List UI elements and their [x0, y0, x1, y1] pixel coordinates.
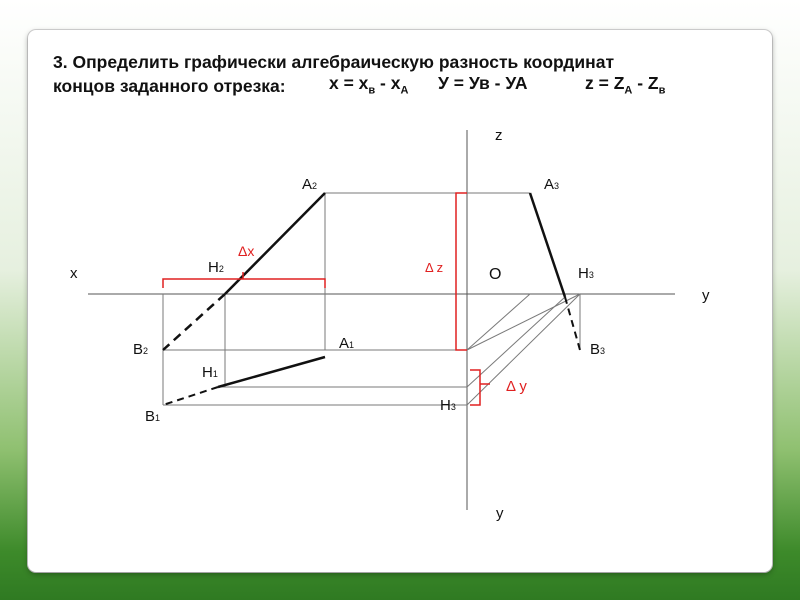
label-a1: A1 [339, 335, 355, 352]
label-b1: B1 [145, 408, 161, 425]
label-a3: A3 [544, 176, 560, 193]
label-h1: H1 [202, 364, 218, 381]
label-h3-bottom: H3 [440, 397, 456, 414]
segment-h1-b1-dashed [163, 387, 218, 405]
axis-label-x: x [70, 265, 78, 282]
label-h2: H2 [208, 259, 224, 276]
title-line-2: концов заданного отрезка: [53, 76, 286, 96]
construction-lines [163, 193, 580, 405]
label-b2: B2 [133, 341, 149, 358]
segment-a3-h3 [530, 193, 565, 297]
origin-label: O [489, 266, 502, 283]
delta-z-label: Δ z [425, 260, 444, 275]
axis-labels [70, 127, 710, 522]
axis-label-y-right: y [702, 287, 710, 304]
delta-x-label: Δx [238, 243, 255, 259]
axis-label-y-bottom: у [496, 505, 504, 522]
formula-z: $z = Z_А - Z_в$ [585, 73, 666, 97]
axis-label-z: z [495, 127, 503, 144]
title-line-1: 3. Определить графически алгебраическую разность координат [53, 52, 615, 72]
label-a2: A2 [302, 176, 318, 193]
segment-a1-h1 [218, 357, 325, 387]
point-labels [133, 176, 605, 425]
label-b3: B3 [590, 341, 606, 358]
delta-labels [238, 243, 527, 395]
formula-x: $х = х_в - х_А$ [329, 73, 409, 97]
label-h3-top: H3 [578, 265, 594, 282]
delta-y-label: Δ у [506, 378, 527, 395]
segment-h2-b2-dashed [163, 294, 225, 350]
segment-h3-b3-dashed [565, 297, 580, 350]
formula-y: У = Ув - УА [438, 73, 528, 93]
